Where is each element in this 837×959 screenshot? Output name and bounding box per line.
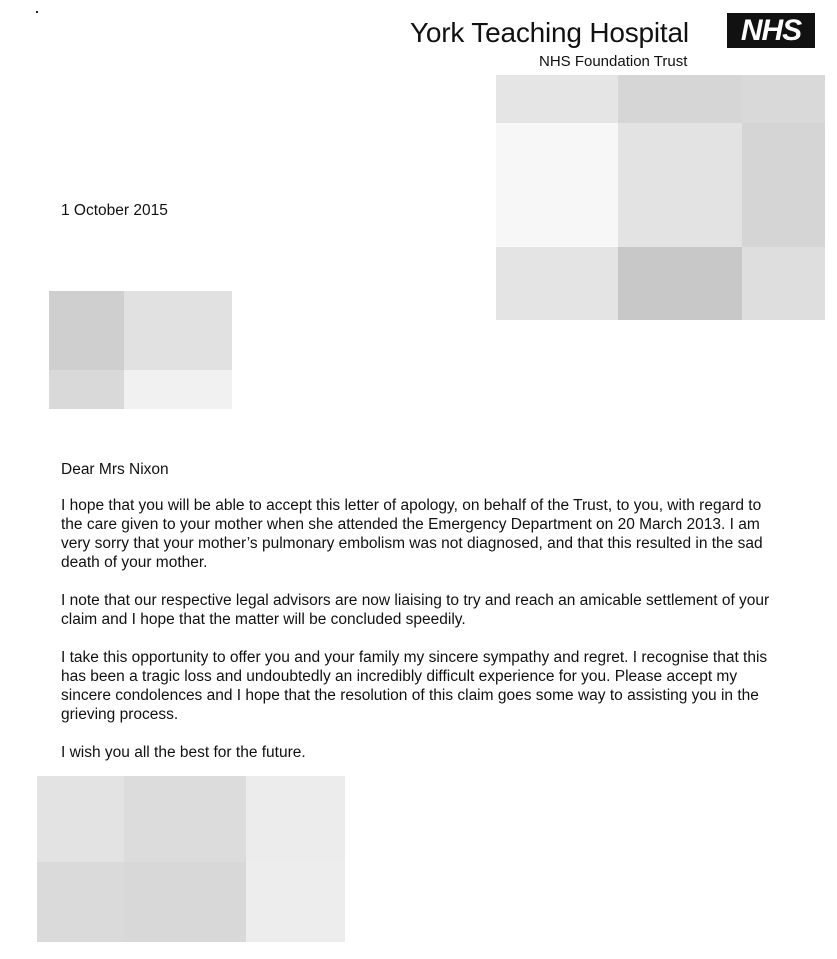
redaction-pixel <box>37 776 124 862</box>
redaction-pixel <box>246 862 345 942</box>
paragraph-legal-settlement: I note that our respective legal advisors are now liaising to try and reach an amicable settlement of your claim and I hope that the matter will be concluded speedily. <box>61 592 770 628</box>
redaction-pixel <box>618 247 742 320</box>
redaction-pixel <box>124 291 232 370</box>
letter-body <box>61 460 781 781</box>
redaction-pixel <box>124 862 246 942</box>
redaction-pixel <box>49 370 124 409</box>
redaction-pixel <box>124 776 246 862</box>
scan-speck <box>36 11 38 13</box>
paragraph-apology: I hope that you will be able to accept this letter of apology, on behalf of the Trust, to you, with regard to the care given to your mother when she attended the Emergency Department on 20 March 2013. I am very sorry that your mother’s pulmonary embolism was not diagnosed, and that this resulted in the sad death of your mother. <box>61 497 763 571</box>
letter-date: 1 October 2015 <box>61 202 168 219</box>
redaction-pixel <box>496 123 618 247</box>
redaction-pixel <box>742 247 825 320</box>
redaction-pixel <box>618 123 742 247</box>
redacted-signature <box>37 776 345 942</box>
nhs-logo: NHS <box>727 13 815 48</box>
redaction-pixel <box>618 75 742 123</box>
redaction-pixel <box>496 75 618 123</box>
redaction-pixel <box>124 370 232 409</box>
redaction-pixel <box>742 75 825 123</box>
redaction-pixel <box>37 862 124 942</box>
salutation: Dear Mrs Nixon <box>61 461 169 478</box>
redacted-sender-details <box>496 75 825 320</box>
redaction-pixel <box>246 776 345 862</box>
redaction-pixel <box>49 291 124 370</box>
redaction-pixel <box>742 123 825 247</box>
hospital-name: York Teaching Hospital <box>410 17 689 48</box>
redaction-pixel <box>496 247 618 320</box>
redacted-recipient-address <box>49 291 232 409</box>
paragraph-closing: I wish you all the best for the future. <box>61 744 306 761</box>
trust-subtitle: NHS Foundation Trust <box>539 53 688 70</box>
paragraph-sympathy: I take this opportunity to offer you and your family my sincere sympathy and regret. I recognise that this has been a tragic loss and undoubtedly an incredibly difficult experience for you. Please accept my sincere condolences and I hope that the resolution of this claim goes some way to assisting you in the grieving process. <box>61 649 768 723</box>
